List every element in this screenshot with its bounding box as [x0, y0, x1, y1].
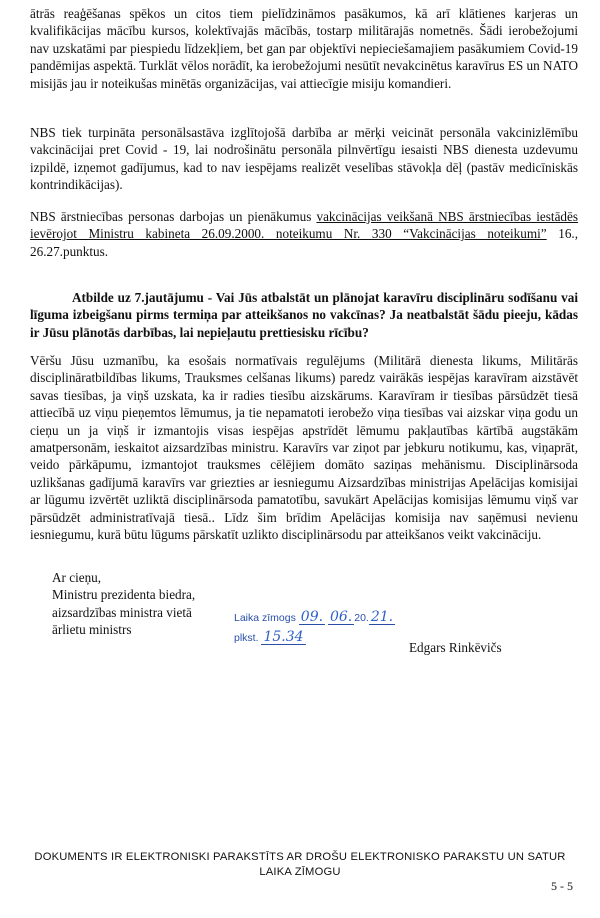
question-7-heading: Atbilde uz 7.jautājumu - Vai Jūs atbalstāt un plānojat karavīru disciplināru sodīšanu vai līguma izbeigšanu pirms termiņa par atteikšanos no vakcīnas? Ja neatbalstāt šādu pieeju, kādas ir Jūsu plānotās darbības, lai nepieļautu prettiesisku rīcību?: [30, 290, 578, 340]
paragraph-education: NBS tiek turpināta personālsastāva izglītojošā darbība ar mērķi veicināt personāla vakcinizlēmību vakcinācijai pret Covid - 19, lai nodrošinātu personāla pilnvērtīgu iesaisti NBS dienesta uzdevumu izpildē, izņemot gadījumus, kad to nav iespējams realizēt veselības stāvokļa dēļ (pastāv medicīniskās kontrindikācijas).: [30, 125, 578, 193]
stamp-time-row: [234, 628, 395, 648]
paragraph-medical-personnel: [30, 208, 578, 260]
stamp-month: 06.: [329, 609, 353, 625]
time-stamp: [234, 608, 395, 648]
paragraph-restrictions: ātrās reaģēšanas spēkos un citos tiem pielīdzināmos pasākumos, kā arī klātienes karjeras un kvalifikācijas mācību kursos, kolektīvajās mācībās, tostarp militārajās nometnēs. Šādi ierobežojumi nav uzskatāmi par piespiedu līdzekļiem, bet gan par objektīvi nepieciešamajiem pasākumiem Covid-19 pandēmijas aspektā. Turklāt vēlos norādīt, ka ierobežojumi nesūtīt nevakcinētus karavīrus ES un NATO misijās jau ir noteikušas minētās organizācijas, vai attiecīgie misiju komandieri.: [30, 6, 578, 91]
page-number: 5 - 5: [551, 879, 573, 893]
stamp-time: 15.34: [263, 629, 304, 645]
footer-line-2: LAIKA ZĪMOGU: [259, 865, 341, 878]
footer-line-1: DOKUMENTS IR ELEKTRONISKI PARAKSTĪTS AR DROŠU ELEKTRONISKO PARAKSTU UN SATUR: [34, 851, 566, 863]
regulation-reference: vakcinācijas veikšanā NBS ārstniecības iestādēs ievērojot Ministru kabineta 26.09.2000. noteikumu Nr. 330 “Vakcinācijas noteikumi”: [30, 209, 578, 242]
role-line-2: aizsardzības ministra vietā: [52, 604, 192, 620]
e-signature-footer: [0, 850, 600, 879]
paragraph-answer: Vēršu Jūsu uzmanību, ka esošais normatīvais regulējums (Militārā dienesta likums, Militārās disciplināratbildības likums, Trauksmes celšanas likums) paredz vairākās iespējas karavīram aizstāvēt savas tiesības, ja viņš uzskata, ka ir radies tiesību aizskārums. Karavīram ir tiesības pārsūdzēt tiesā attiecībā uz viņu pieņemtos lēmumus, ja tie nepamatoti ierobežo viņa tiesības vai aizskar viņa godu un cieņu un ja viņš ir izmantojis visas iespējas apstrīdēt lēmumu pakļautības kārtībā augstākām amatpersonām, ieskaitot aizsardzības ministru. Karavīrs var ziņot par jebkuru notikumu, kas, viņaprāt, veido pārkāpumu, izmantojot trauksmes cēlējiem domāto saziņas mehānismu. Disciplinārsoda uzlikšanas gadījumā karavīrs var griezties ar iesniegumu Aizsardzības ministrijas Apelācijas komisijai ar lūgumu izvērtēt uzliktā disciplinārsoda pamatotību, savukārt Apelācijas komisijas lēmumu viņš var pārsūdzēt administratīvajā tiesā.. Līdz šim brīdim Apelācijas komisija nav saņēmusi nevienu iesniegumu, kurā būtu lūgums pārskatīt uzlikto disciplinārsodu par atteikšanos veikt vakcināciju.: [30, 353, 578, 543]
stamp-date-row: [234, 608, 395, 628]
role-line-3: ārlietu ministrs: [52, 622, 132, 638]
role-line-1: Ministru prezidenta biedra,: [52, 587, 196, 603]
stamp-time-label: plkst.: [234, 632, 259, 644]
stamp-day: 09.: [300, 609, 324, 625]
paragraph-medical-end: 16., 26.27.punktus.: [30, 226, 579, 259]
stamp-date-label: Laika zīmogs: [234, 612, 296, 624]
signer-name: Edgars Rinkēvičs: [409, 640, 502, 655]
paragraph-medical-start: NBS ārstniecības personas darbojas un pienākumus: [30, 209, 317, 224]
closing: Ar cieņu,: [52, 570, 102, 585]
signature-block: [52, 569, 195, 639]
stamp-year-prefix: 20.: [354, 612, 369, 624]
stamp-year: 21.: [370, 609, 394, 625]
